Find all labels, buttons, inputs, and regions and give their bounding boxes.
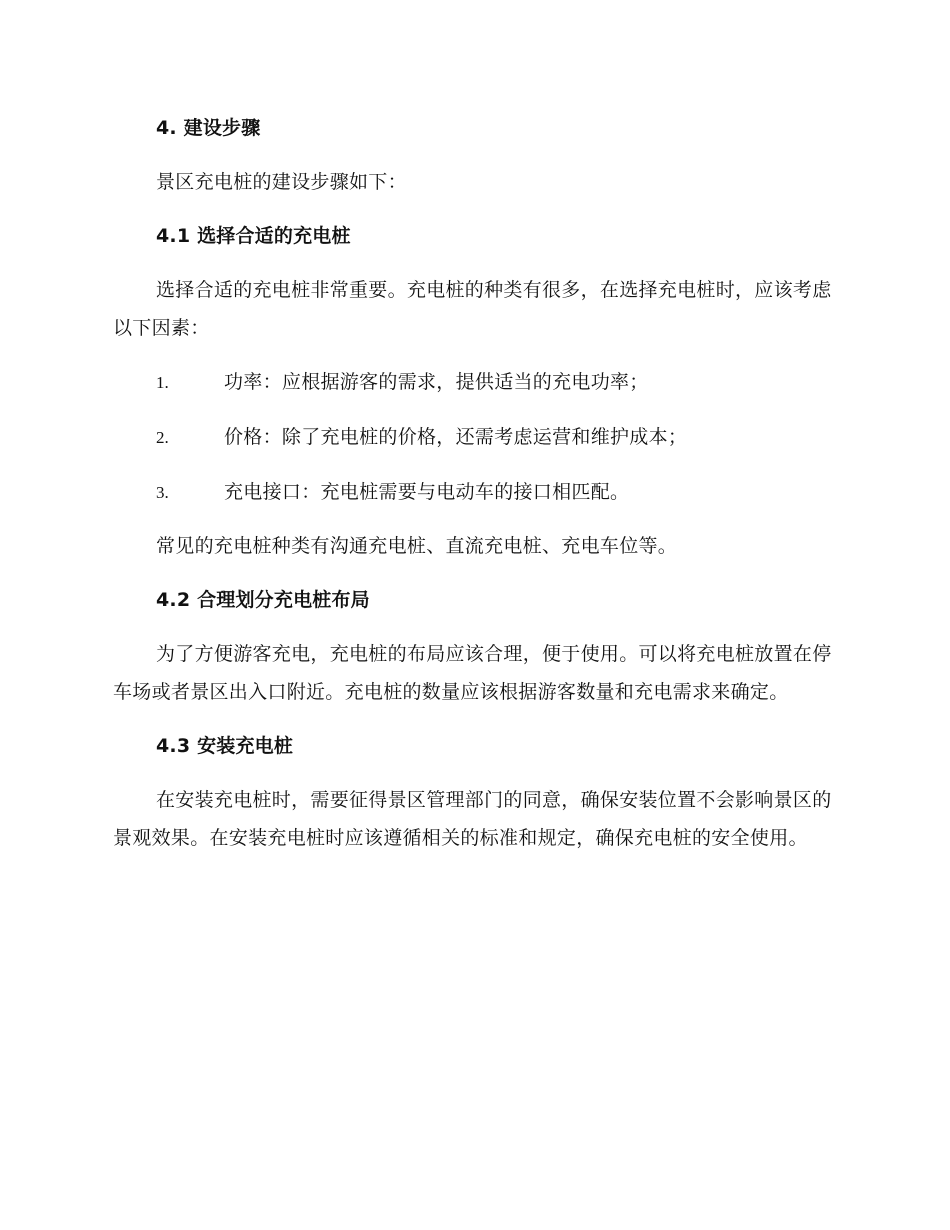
section-4-2-body: 为了方便游客充电，充电桩的布局应该合理，便于使用。可以将充电桩放置在停车场或者景区出入口附近。充电桩的数量应该根据游客数量和充电需求来确定。: [113, 643, 832, 703]
section-4-intro: 景区充电桩的建设步骤如下：: [156, 171, 407, 193]
section-4-2-heading: 4.2 合理划分充电桩布局: [156, 589, 370, 611]
section-4-3-body: 在安装充电桩时，需要征得景区管理部门的同意，确保安装位置不会影响景区的景观效果。在安装充电桩时应该遵循相关的标准和规定，确保充电桩的安全使用。: [113, 789, 832, 849]
factor-list: [113, 362, 833, 513]
list-item: [113, 472, 833, 513]
document-content: [113, 108, 833, 872]
list-item-text: 价格：除了充电桩的价格，还需考虑运营和维护成本；: [224, 426, 688, 448]
list-item-number: 1.: [156, 373, 169, 392]
section-4-heading: 4. 建设步骤: [156, 117, 261, 139]
section-4-1-outro: 常见的充电桩种类有沟通充电桩、直流充电桩、充电车位等。: [156, 535, 678, 557]
list-item-number: 3.: [156, 483, 169, 502]
section-4-3-heading: 4.3 安装充电桩: [156, 735, 294, 757]
section-4-1-intro: 选择合适的充电桩非常重要。充电桩的种类有很多，在选择充电桩时，应该考虑以下因素：: [113, 279, 832, 339]
list-item-text: 功率：应根据游客的需求，提供适当的充电功率；: [224, 371, 649, 393]
list-item-number: 2.: [156, 428, 169, 447]
section-4-1-heading: 4.1 选择合适的充电桩: [156, 225, 351, 247]
list-item: [113, 417, 833, 458]
list-item: [113, 362, 833, 403]
list-item-text: 充电接口：充电桩需要与电动车的接口相匹配。: [224, 481, 630, 503]
